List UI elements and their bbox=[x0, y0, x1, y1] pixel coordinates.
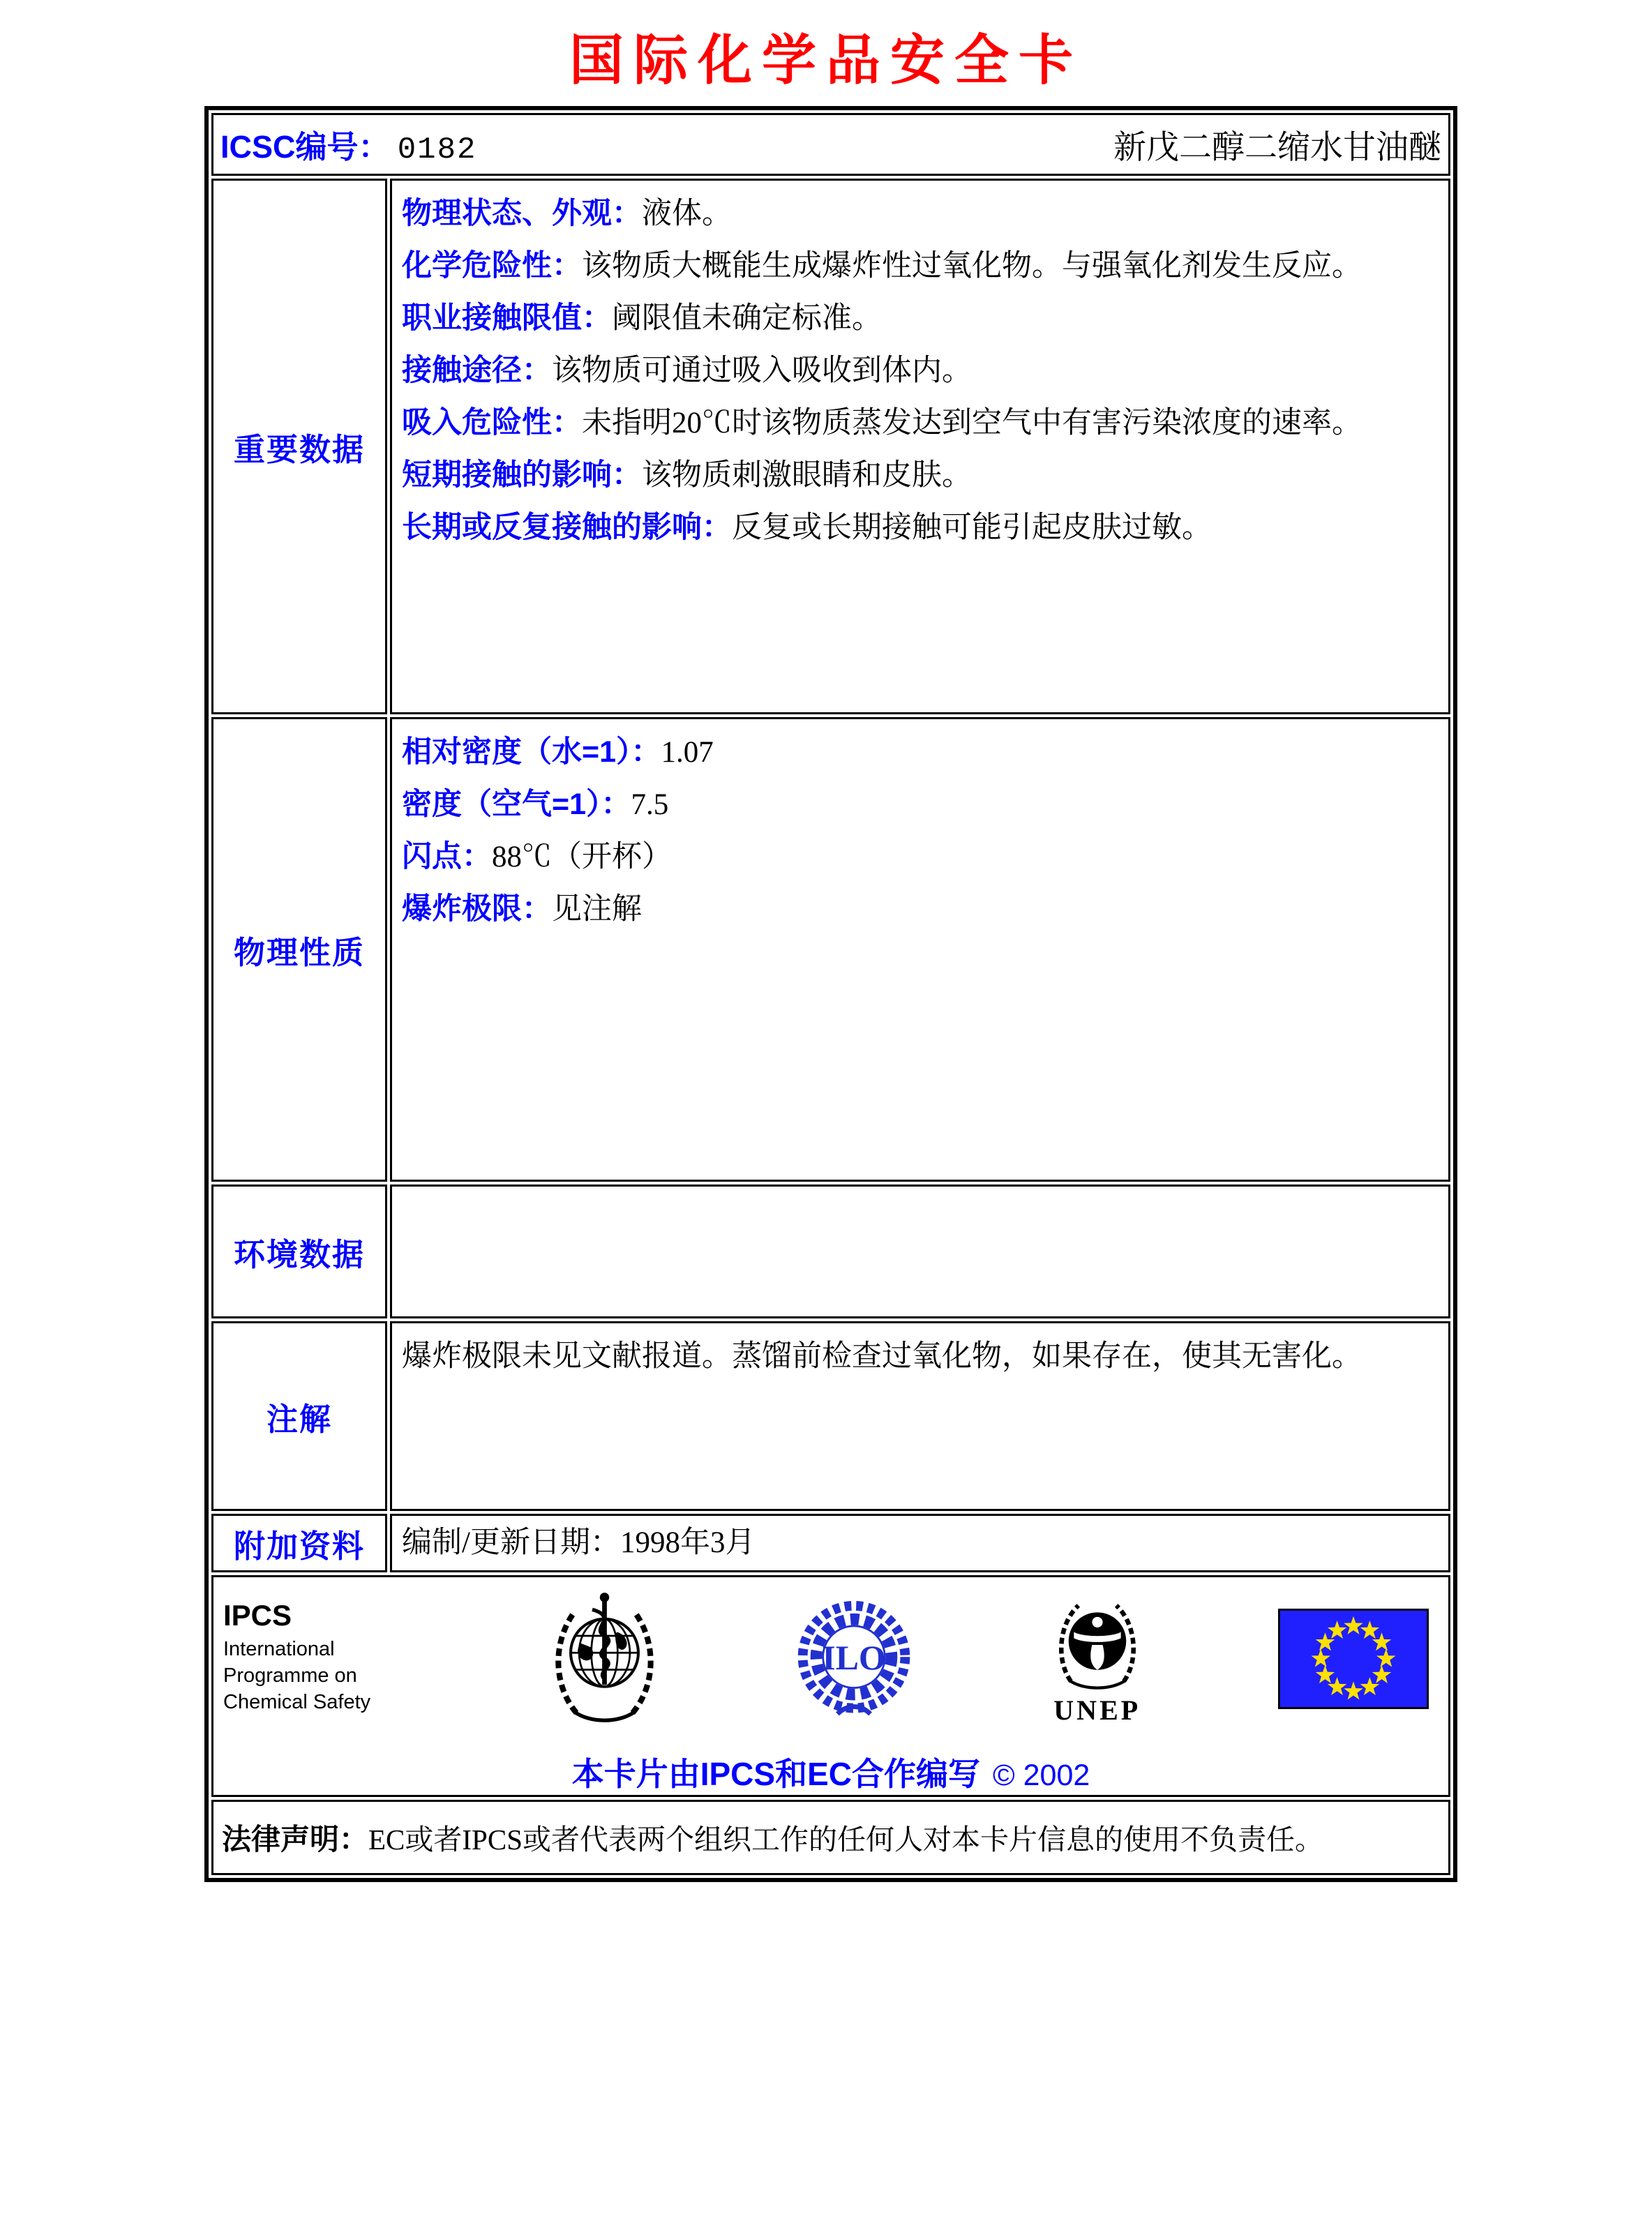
field-line bbox=[402, 726, 1439, 779]
field-label: 爆炸极限： bbox=[402, 892, 552, 926]
physical-properties-content bbox=[390, 717, 1450, 1182]
environmental-data-row bbox=[211, 1185, 1450, 1318]
unep-logo-text: UNEP bbox=[1053, 1694, 1141, 1726]
caption-text: 本卡片由IPCS和EC合作编写 bbox=[571, 1756, 980, 1792]
field-label: 短期接触的影响： bbox=[402, 458, 642, 492]
logos-cell bbox=[211, 1575, 1450, 1797]
field-value: 见注解 bbox=[552, 893, 642, 926]
field-value: 未指明20℃时该物质蒸发达到空气中有害污染浓度的速率。 bbox=[582, 407, 1362, 439]
notes-content: 爆炸极限未见文献报道。蒸馏前检查过氧化物，如果存在，使其无害化。 bbox=[390, 1321, 1450, 1511]
section-label-notes: 注解 bbox=[211, 1321, 387, 1511]
eu-flag-icon bbox=[1278, 1609, 1429, 1709]
additional-info-row bbox=[211, 1514, 1450, 1572]
field-value: 该物质刺激眼睛和皮肤。 bbox=[642, 459, 972, 492]
field-label: 长期或反复接触的影响： bbox=[402, 511, 732, 544]
field-line bbox=[402, 883, 1439, 935]
header-row bbox=[211, 113, 1450, 176]
ipcs-line: Programme on bbox=[223, 1664, 357, 1687]
field-value: 液体。 bbox=[642, 197, 732, 230]
field-value: 7.5 bbox=[631, 788, 669, 821]
important-data-row bbox=[211, 179, 1450, 714]
icsc-number-value: 0182 bbox=[397, 133, 477, 167]
icsc-table bbox=[204, 106, 1457, 1882]
field-value: 该物质大概能生成爆炸性过氧化物。与强氧化剂发生反应。 bbox=[582, 250, 1362, 283]
icsc-number-label: ICSC编号： bbox=[220, 129, 390, 165]
section-label-physical-properties: 物理性质 bbox=[211, 717, 387, 1182]
notes-row bbox=[211, 1321, 1450, 1511]
icsc-number-group bbox=[220, 121, 476, 167]
header-cell bbox=[211, 113, 1450, 176]
field-value: 该物质可通过吸入吸收到体内。 bbox=[552, 354, 972, 387]
field-label: 吸入危险性： bbox=[402, 406, 582, 439]
section-label-important-data: 重要数据 bbox=[211, 179, 387, 714]
section-label-environmental-data: 环境数据 bbox=[211, 1185, 387, 1318]
legal-cell bbox=[211, 1800, 1450, 1875]
ilo-logo-text: ILO bbox=[821, 1639, 886, 1678]
field-line bbox=[402, 397, 1439, 449]
field-line bbox=[402, 345, 1439, 397]
page-title: 国际化学品安全卡 bbox=[569, 29, 1083, 92]
field-line bbox=[402, 779, 1439, 831]
field-label: 职业接触限值： bbox=[402, 301, 612, 335]
field-line bbox=[402, 502, 1439, 554]
field-line bbox=[402, 240, 1439, 292]
important-data-content bbox=[390, 179, 1450, 714]
field-label: 闪点： bbox=[402, 840, 492, 873]
field-label: 化学危险性： bbox=[402, 249, 582, 283]
field-label: 接触途径： bbox=[402, 354, 552, 387]
chemical-name: 新戊二醇二缩水甘油醚 bbox=[1113, 129, 1441, 166]
field-line bbox=[402, 449, 1439, 502]
environmental-data-content bbox=[390, 1185, 1450, 1318]
field-value: 1.07 bbox=[661, 736, 714, 769]
physical-properties-row bbox=[211, 717, 1450, 1182]
caption-year: © 2002 bbox=[992, 1759, 1090, 1792]
field-value: 88℃（开杯） bbox=[492, 841, 672, 873]
who-logo-icon bbox=[543, 1589, 666, 1729]
ipcs-line: Chemical Safety bbox=[223, 1691, 371, 1713]
field-value: 反复或长期接触可能引起皮肤过敏。 bbox=[732, 511, 1212, 544]
field-line bbox=[402, 831, 1439, 883]
field-label: 相对密度（水=1）： bbox=[402, 735, 661, 769]
additional-info-content: 编制/更新日期：1998年3月 bbox=[390, 1514, 1450, 1572]
cooperation-caption bbox=[213, 1749, 1448, 1795]
unep-block bbox=[1042, 1592, 1153, 1727]
field-line bbox=[402, 292, 1439, 345]
legal-label: 法律声明： bbox=[222, 1823, 369, 1856]
legal-text: EC或者IPCS或者代表两个组织工作的任何人对本卡片信息的使用不负责任。 bbox=[368, 1823, 1324, 1856]
ipcs-block bbox=[223, 1599, 419, 1715]
ipcs-acronym: IPCS bbox=[223, 1599, 292, 1632]
field-value: 阈限值未确定标准。 bbox=[612, 302, 882, 335]
field-label: 密度（空气=1）： bbox=[402, 788, 631, 821]
field-label: 物理状态、外观： bbox=[402, 197, 642, 230]
unep-logo-icon bbox=[1042, 1592, 1153, 1698]
section-label-additional-info: 附加资料 bbox=[211, 1514, 387, 1572]
field-line bbox=[402, 188, 1439, 240]
ipcs-line: International bbox=[223, 1638, 335, 1660]
ilo-logo-icon bbox=[791, 1596, 917, 1722]
logos-row bbox=[211, 1575, 1450, 1797]
legal-row bbox=[211, 1800, 1450, 1875]
